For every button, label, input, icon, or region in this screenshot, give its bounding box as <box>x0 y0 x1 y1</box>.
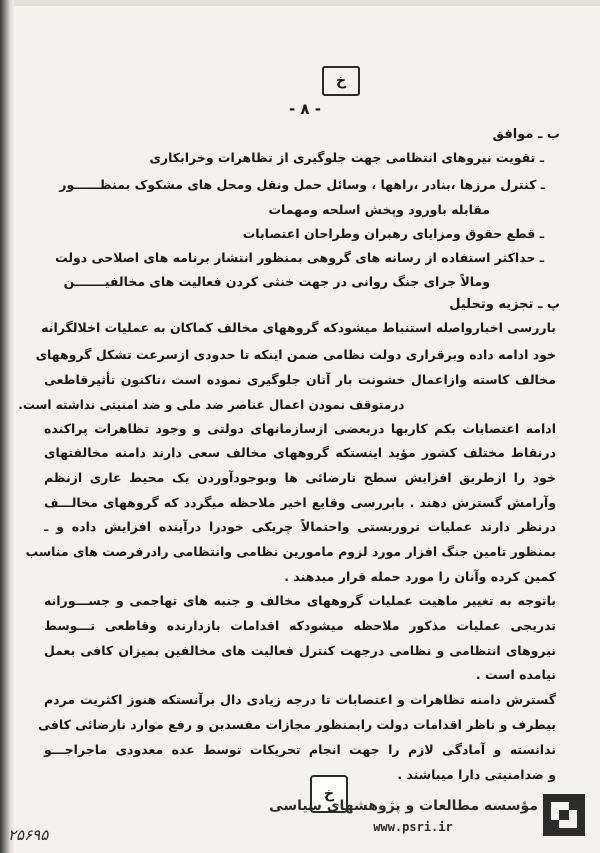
text-line: ومالاً جرای جنگ روانی در جهت خنثی کردن فعالیت های مخالفیـــــــن <box>63 274 490 289</box>
archive-handwritten-number: ۲۵۶۹۵ <box>8 826 49 844</box>
text-line: بیطرف و ناظر اقدامات دولت رابمنظور مجازات مفسدین و رفع موارد نارضائی کافی <box>38 717 556 732</box>
text-line: ندانسته و آمادگی لازم را جهت انجام تحریکات توسط عده معدودی ماجراجـــو <box>44 742 556 757</box>
institute-url[interactable]: www.psri.ir <box>373 820 453 834</box>
text-line: باتوجه به تغییر ماهیت عملیات گروههای مخالف و جنبه های تهاجمی و جســـورانه <box>44 593 556 608</box>
text-line: مقابله باورود وپخش اسلحه ومهمات <box>268 202 490 217</box>
text-line: ـ حداکثر استفاده از رسانه های گروهی بمنظور انتشار برنامه های اصلاحی دولت <box>55 250 544 265</box>
section-b-heading: ب ـ موافق <box>492 127 560 142</box>
scan-left-edge <box>0 0 14 853</box>
page-corner-stamp: خ <box>322 66 360 96</box>
text-line: ـ قطع حقوق ومزایای رهبران وطراحان اعتصابات <box>242 226 544 241</box>
text-line: درنقاط مختلف کشور مؤید اینستکه گروههای مخالف سعی دارند دامنه مخالفتهای <box>44 445 556 460</box>
section-p-heading: پ ـ تجزیه وتحلیل <box>449 297 560 312</box>
text-line: گسترش دامنه تظاهرات و اعتصابات تا درجه زیادی دال برآنستکه هنوز اکثریت مردم <box>44 692 556 707</box>
text-line: باررسی اخبارواصله استنباط میشودکه گروههای مخالف کماکان به عملیات اخلالگرانه <box>41 320 556 335</box>
institute-logo-icon <box>542 793 586 837</box>
text-line: خود ادامه داده وبرقراری دولت نظامی ضمن اینکه تا حدودی ازسرعت تشکل گروههای <box>35 347 556 362</box>
text-line: وآرامش گسترش دهند . بابررسی وقایع اخیر ملاحظه میگردد که گروههای مخالـــف <box>44 495 556 510</box>
text-line: تدریجی عملیات مذکور ملاحظه میشودکه اقدامات بازدارنده وقاطعی تـــوسط <box>44 618 556 633</box>
text-line: مخالف کاسته وازاعمال خشونت بار آنان جلوگیری نموده است ،تاکنون تأثیرقاطعی <box>44 372 556 387</box>
footer-stamp: خ <box>310 775 348 813</box>
text-line: ـ تقویت نیروهای انتظامی جهت جلوگیری از تظاهرات وخرابکاری <box>149 150 544 165</box>
text-line: بمنظور تامین جنگ افزار مورد لزوم مامورین نظامی وانتظامی رادرفرصت های مناسب <box>25 544 556 559</box>
institute-name: مؤسسه مطالعات و پژوهشهای سیاسی <box>269 798 538 814</box>
text-line: نیامده است . <box>475 667 556 682</box>
text-line: درنظر دارند عملیات تروریستی واحتمالاً چریکی خودرا درآینده افزایش داده و ـ <box>44 519 556 534</box>
text-line: و ضدامنیتی دارا میباشند . <box>397 767 556 782</box>
text-line: درمتوقف نمودن اعمال عناصر ضد ملی و ضد امنیتی نداشته است. <box>17 397 404 412</box>
text-line: ـ کنترل مرزها ،بنادر ،راهها ، وسائل حمل ونقل ومحل های مشکوک بمنظــــــور <box>59 177 545 192</box>
scan-top-edge <box>0 0 600 6</box>
text-line: خود را ازطریق افزایش سطح نارضائی ها وبوجودآوردن یک محیط عاری ازنظم <box>44 470 556 485</box>
text-line: نیروهای انتظامی و نظامی درجهت کنترل فعالیت های مخالفین بمیزان کافی بعمل <box>44 643 556 658</box>
text-line: کمین کرده وآنان را مورد حمله قرار میدهند . <box>284 569 556 584</box>
text-line: ادامه اعتصابات بکم کاریها دربعضی ازسازمانهای دولتی و وجود تظاهرات پراکنده <box>44 421 556 436</box>
page-number: - ۸ - <box>288 100 322 118</box>
